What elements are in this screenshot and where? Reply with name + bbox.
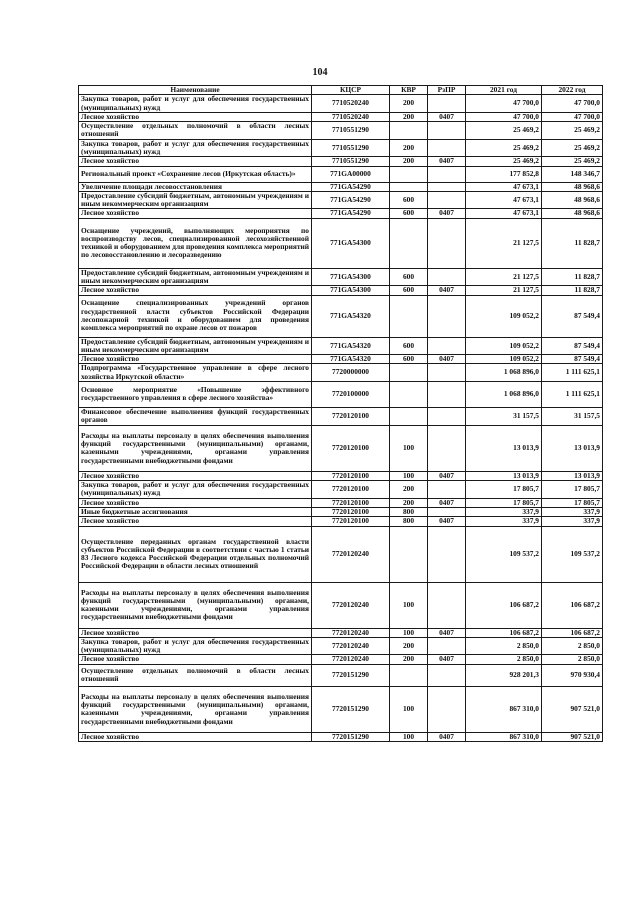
cell-kvr: 100 <box>390 471 428 480</box>
table-row <box>79 286 603 295</box>
table-row <box>79 218 603 268</box>
table-row <box>79 582 603 628</box>
cell-2022: 148 346,7 <box>542 166 603 182</box>
cell-name: Предоставление субсидий бюджетным, автономным учреждениям и иным некоммерческим организациям <box>79 337 312 355</box>
cell-2022: 106 687,2 <box>542 628 603 637</box>
cell-kcsr: 771GA54320 <box>312 355 390 364</box>
cell-kvr: 600 <box>390 286 428 295</box>
cell-2021: 106 687,2 <box>466 628 542 637</box>
table-row <box>79 517 603 526</box>
cell-kvr <box>390 364 428 382</box>
header-2022: 2022 год <box>542 86 603 95</box>
cell-2022: 13 013,9 <box>542 425 603 471</box>
cell-name: Лесное хозяйство <box>79 517 312 526</box>
cell-kcsr: 7720120100 <box>312 471 390 480</box>
cell-kvr <box>390 407 428 425</box>
table-row <box>79 481 603 499</box>
cell-2021: 109 052,2 <box>466 295 542 337</box>
cell-name: Подпрограмма «Государственное управление в сфере лесного хозяйства Иркутской области» <box>79 364 312 382</box>
cell-name: Расходы на выплаты персоналу в целях обеспечения выполнения функций государственными (муниципальными) органами, казенными учреждениями, органами управления государственными внебюджетными фондами <box>79 686 312 732</box>
table-row <box>79 381 603 407</box>
cell-2022: 25 469,2 <box>542 139 603 157</box>
cell-name: Лесное хозяйство <box>79 471 312 480</box>
cell-kcsr: 771GA54290 <box>312 209 390 218</box>
header-kvr: КВР <box>390 86 428 95</box>
cell-2022: 48 968,6 <box>542 209 603 218</box>
table-row <box>79 686 603 732</box>
cell-2021: 13 013,9 <box>466 425 542 471</box>
cell-rzpr <box>428 664 466 686</box>
table-body <box>79 95 603 742</box>
cell-kvr: 100 <box>390 686 428 732</box>
cell-rzpr <box>428 526 466 582</box>
cell-2021: 21 127,5 <box>466 268 542 286</box>
cell-kvr <box>390 218 428 268</box>
page-number: 104 <box>312 67 328 78</box>
cell-kcsr: 7720120240 <box>312 582 390 628</box>
cell-rzpr <box>428 425 466 471</box>
cell-kvr: 200 <box>390 95 428 113</box>
cell-2022: 47 700,0 <box>542 95 603 113</box>
cell-kvr: 100 <box>390 732 428 741</box>
cell-kvr: 200 <box>390 481 428 499</box>
cell-name: Закупка товаров, работ и услуг для обеспечения государственных (муниципальных) нужд <box>79 139 312 157</box>
cell-2022: 2 850,0 <box>542 655 603 664</box>
cell-2022: 48 968,6 <box>542 191 603 209</box>
cell-kcsr: 7710551290 <box>312 139 390 157</box>
cell-2021: 109 052,2 <box>466 355 542 364</box>
cell-kvr: 800 <box>390 517 428 526</box>
cell-rzpr: 0407 <box>428 655 466 664</box>
table-row <box>79 407 603 425</box>
cell-kvr <box>390 166 428 182</box>
cell-kcsr: 7720120240 <box>312 628 390 637</box>
table-row <box>79 95 603 113</box>
cell-rzpr <box>428 268 466 286</box>
table-row <box>79 471 603 480</box>
cell-2021: 1 068 896,0 <box>466 381 542 407</box>
cell-2021: 337,9 <box>466 508 542 517</box>
cell-rzpr <box>428 95 466 113</box>
cell-2022: 109 537,2 <box>542 526 603 582</box>
cell-kcsr: 7720120240 <box>312 637 390 655</box>
cell-name: Осуществление отдельных полномочий в области лесных отношений <box>79 664 312 686</box>
cell-rzpr: 0407 <box>428 628 466 637</box>
cell-2022: 11 828,7 <box>542 218 603 268</box>
cell-2021: 47 673,1 <box>466 182 542 191</box>
cell-rzpr <box>428 481 466 499</box>
cell-kvr: 100 <box>390 582 428 628</box>
table-row <box>79 295 603 337</box>
cell-rzpr <box>428 295 466 337</box>
cell-kvr <box>390 526 428 582</box>
cell-rzpr <box>428 337 466 355</box>
cell-2022: 11 828,7 <box>542 286 603 295</box>
cell-2022: 1 111 625,1 <box>542 381 603 407</box>
cell-rzpr <box>428 182 466 191</box>
cell-2022: 13 013,9 <box>542 471 603 480</box>
cell-kvr: 200 <box>390 637 428 655</box>
cell-kvr: 200 <box>390 157 428 166</box>
header-2021: 2021 год <box>466 86 542 95</box>
table-row <box>79 112 603 121</box>
cell-2022: 106 687,2 <box>542 582 603 628</box>
cell-2021: 337,9 <box>466 517 542 526</box>
cell-2022: 2 850,0 <box>542 637 603 655</box>
cell-kcsr: 7710520240 <box>312 95 390 113</box>
table-row <box>79 182 603 191</box>
cell-2022: 907 521,0 <box>542 686 603 732</box>
cell-kvr: 100 <box>390 425 428 471</box>
cell-kvr: 600 <box>390 355 428 364</box>
cell-2021: 25 469,2 <box>466 139 542 157</box>
cell-rzpr: 0407 <box>428 732 466 741</box>
cell-2021: 47 673,1 <box>466 209 542 218</box>
cell-name: Лесное хозяйство <box>79 209 312 218</box>
cell-rzpr: 0407 <box>428 355 466 364</box>
cell-kvr <box>390 182 428 191</box>
cell-rzpr <box>428 166 466 182</box>
table-row <box>79 157 603 166</box>
cell-2021: 17 805,7 <box>466 498 542 507</box>
cell-name: Расходы на выплаты персоналу в целях обеспечения выполнения функций государственными (муниципальными) органами, казенными учреждениями, органами управления государственными внебюджетными фондами <box>79 425 312 471</box>
budget-table <box>78 85 603 742</box>
cell-kcsr: 7720120100 <box>312 407 390 425</box>
cell-name: Предоставление субсидий бюджетным, автономным учреждениям и иным некоммерческим организациям <box>79 268 312 286</box>
cell-kvr: 600 <box>390 209 428 218</box>
cell-name: Закупка товаров, работ и услуг для обеспечения государственных (муниципальных) нужд <box>79 95 312 113</box>
cell-2021: 21 127,5 <box>466 218 542 268</box>
table-row <box>79 191 603 209</box>
cell-kcsr: 7720120240 <box>312 655 390 664</box>
cell-name: Иные бюджетные ассигнования <box>79 508 312 517</box>
table-row <box>79 209 603 218</box>
header-kcsr: КЦСР <box>312 86 390 95</box>
cell-kcsr: 7720120100 <box>312 508 390 517</box>
cell-name: Лесное хозяйство <box>79 112 312 121</box>
cell-kcsr: 7720151290 <box>312 686 390 732</box>
cell-kcsr: 7720120240 <box>312 526 390 582</box>
cell-2021: 13 013,9 <box>466 471 542 480</box>
table-row <box>79 526 603 582</box>
cell-name: Оснащение учреждений, выполняющих мероприятия по воспроизводству лесов, специализированной лесохозяйственной техникой и оборудованием для проведения комплекса мероприятий по лесовосстановлению и лесоразведению <box>79 218 312 268</box>
cell-2022: 87 549,4 <box>542 295 603 337</box>
cell-name: Лесное хозяйство <box>79 655 312 664</box>
cell-rzpr <box>428 122 466 140</box>
cell-kcsr: 7720120100 <box>312 517 390 526</box>
cell-2021: 106 687,2 <box>466 582 542 628</box>
cell-rzpr <box>428 582 466 628</box>
cell-2022: 87 549,4 <box>542 355 603 364</box>
cell-2021: 928 201,3 <box>466 664 542 686</box>
cell-2021: 25 469,2 <box>466 157 542 166</box>
cell-name: Лесное хозяйство <box>79 628 312 637</box>
cell-kvr <box>390 122 428 140</box>
cell-2021: 2 850,0 <box>466 637 542 655</box>
cell-kcsr: 771GA54290 <box>312 191 390 209</box>
cell-2022: 337,9 <box>542 508 603 517</box>
cell-kvr: 600 <box>390 191 428 209</box>
cell-rzpr: 0407 <box>428 471 466 480</box>
cell-kvr: 600 <box>390 268 428 286</box>
cell-kvr: 200 <box>390 498 428 507</box>
cell-name: Расходы на выплаты персоналу в целях обеспечения выполнения функций государственными (муниципальными) органами, казенными учреждениями, органами управления государственными внебюджетными фондами <box>79 582 312 628</box>
cell-rzpr: 0407 <box>428 157 466 166</box>
cell-rzpr <box>428 508 466 517</box>
header-name: Наименование <box>79 86 312 95</box>
cell-rzpr <box>428 637 466 655</box>
cell-kcsr: 771GA54290 <box>312 182 390 191</box>
cell-2021: 31 157,5 <box>466 407 542 425</box>
cell-kcsr: 7720100000 <box>312 381 390 407</box>
cell-2021: 177 852,8 <box>466 166 542 182</box>
cell-kvr <box>390 295 428 337</box>
cell-2022: 25 469,2 <box>542 122 603 140</box>
cell-kcsr: 771GA00000 <box>312 166 390 182</box>
table-row <box>79 122 603 140</box>
cell-name: Увеличение площади лесовосстановления <box>79 182 312 191</box>
cell-2022: 47 700,0 <box>542 112 603 121</box>
cell-2022: 87 549,4 <box>542 337 603 355</box>
table-row <box>79 425 603 471</box>
cell-kcsr: 7710551290 <box>312 157 390 166</box>
cell-rzpr <box>428 381 466 407</box>
cell-kvr: 600 <box>390 337 428 355</box>
cell-2021: 47 673,1 <box>466 191 542 209</box>
cell-2021: 1 068 896,0 <box>466 364 542 382</box>
cell-name: Лесное хозяйство <box>79 498 312 507</box>
cell-rzpr: 0407 <box>428 498 466 507</box>
cell-kvr <box>390 664 428 686</box>
cell-kcsr: 771GA54300 <box>312 218 390 268</box>
cell-2022: 970 930,4 <box>542 664 603 686</box>
cell-2021: 2 850,0 <box>466 655 542 664</box>
cell-kcsr: 7720120100 <box>312 481 390 499</box>
cell-rzpr: 0407 <box>428 112 466 121</box>
cell-kvr: 100 <box>390 628 428 637</box>
header-rzpr: РзПР <box>428 86 466 95</box>
cell-2021: 47 700,0 <box>466 95 542 113</box>
table-row <box>79 166 603 182</box>
cell-2022: 11 828,7 <box>542 268 603 286</box>
cell-name: Осуществление отдельных полномочий в области лесных отношений <box>79 122 312 140</box>
cell-name: Основное мероприятие «Повышение эффективного государственного управления в сфере лесного хозяйства» <box>79 381 312 407</box>
cell-kvr: 200 <box>390 655 428 664</box>
cell-name: Региональный проект «Сохранение лесов (Иркутская область)» <box>79 166 312 182</box>
cell-2021: 109 052,2 <box>466 337 542 355</box>
cell-2022: 17 805,7 <box>542 498 603 507</box>
cell-kvr: 200 <box>390 112 428 121</box>
table-header <box>79 86 603 95</box>
cell-kvr <box>390 381 428 407</box>
cell-kcsr: 7720151290 <box>312 732 390 741</box>
cell-name: Финансовое обеспечение выполнения функций государственных органов <box>79 407 312 425</box>
cell-rzpr <box>428 407 466 425</box>
cell-rzpr: 0407 <box>428 517 466 526</box>
cell-2021: 25 469,2 <box>466 122 542 140</box>
cell-2021: 47 700,0 <box>466 112 542 121</box>
cell-2022: 17 805,7 <box>542 481 603 499</box>
cell-2021: 109 537,2 <box>466 526 542 582</box>
table-row <box>79 637 603 655</box>
cell-rzpr <box>428 218 466 268</box>
cell-2022: 48 968,6 <box>542 182 603 191</box>
cell-rzpr <box>428 139 466 157</box>
cell-kcsr: 771GA54320 <box>312 337 390 355</box>
header-row <box>79 86 603 95</box>
cell-2022: 1 111 625,1 <box>542 364 603 382</box>
table-row <box>79 655 603 664</box>
cell-rzpr: 0407 <box>428 286 466 295</box>
cell-kcsr: 771GA54320 <box>312 295 390 337</box>
table-row <box>79 364 603 382</box>
cell-name: Лесное хозяйство <box>79 157 312 166</box>
cell-name: Лесное хозяйство <box>79 286 312 295</box>
cell-rzpr <box>428 364 466 382</box>
cell-kcsr: 7710520240 <box>312 112 390 121</box>
cell-name: Лесное хозяйство <box>79 732 312 741</box>
cell-rzpr: 0407 <box>428 209 466 218</box>
cell-2021: 867 310,0 <box>466 686 542 732</box>
cell-kcsr: 771GA54300 <box>312 286 390 295</box>
table-row <box>79 664 603 686</box>
cell-name: Осуществление переданных органам государственной власти субъектов Российской Федерации в соответствии с частью 1 статьи 83 Лесного кодекса Российской Федерации отдельных полномочий Российской Федерации в области лесных отношений <box>79 526 312 582</box>
cell-2021: 21 127,5 <box>466 286 542 295</box>
cell-name: Закупка товаров, работ и услуг для обеспечения государственных (муниципальных) нужд <box>79 481 312 499</box>
cell-2021: 17 805,7 <box>466 481 542 499</box>
cell-2022: 337,9 <box>542 517 603 526</box>
table-row <box>79 628 603 637</box>
cell-name: Лесное хозяйство <box>79 355 312 364</box>
cell-2022: 25 469,2 <box>542 157 603 166</box>
cell-kvr: 200 <box>390 139 428 157</box>
table-row <box>79 337 603 355</box>
cell-kvr: 800 <box>390 508 428 517</box>
table-row <box>79 139 603 157</box>
cell-name: Закупка товаров, работ и услуг для обеспечения государственных (муниципальных) нужд <box>79 637 312 655</box>
cell-rzpr <box>428 191 466 209</box>
cell-name: Оснащение специализированных учреждений органов государственной власти субъектов Российской Федерации лесопожарной техникой и оборудованием для проведения комплекса мероприятий по охране лесов от пожаров <box>79 295 312 337</box>
cell-2021: 867 310,0 <box>466 732 542 741</box>
cell-kcsr: 771GA54300 <box>312 268 390 286</box>
cell-kcsr: 7710551290 <box>312 122 390 140</box>
cell-name: Предоставление субсидий бюджетным, автономным учреждениям и иным некоммерческим организациям <box>79 191 312 209</box>
cell-2022: 907 521,0 <box>542 732 603 741</box>
cell-rzpr <box>428 686 466 732</box>
cell-kcsr: 7720000000 <box>312 364 390 382</box>
table-row <box>79 498 603 507</box>
cell-kcsr: 7720151290 <box>312 664 390 686</box>
table-row <box>79 508 603 517</box>
table-row <box>79 268 603 286</box>
cell-kcsr: 7720120100 <box>312 498 390 507</box>
table-row <box>79 355 603 364</box>
cell-kcsr: 7720120100 <box>312 425 390 471</box>
table-row <box>79 732 603 741</box>
cell-2022: 31 157,5 <box>542 407 603 425</box>
